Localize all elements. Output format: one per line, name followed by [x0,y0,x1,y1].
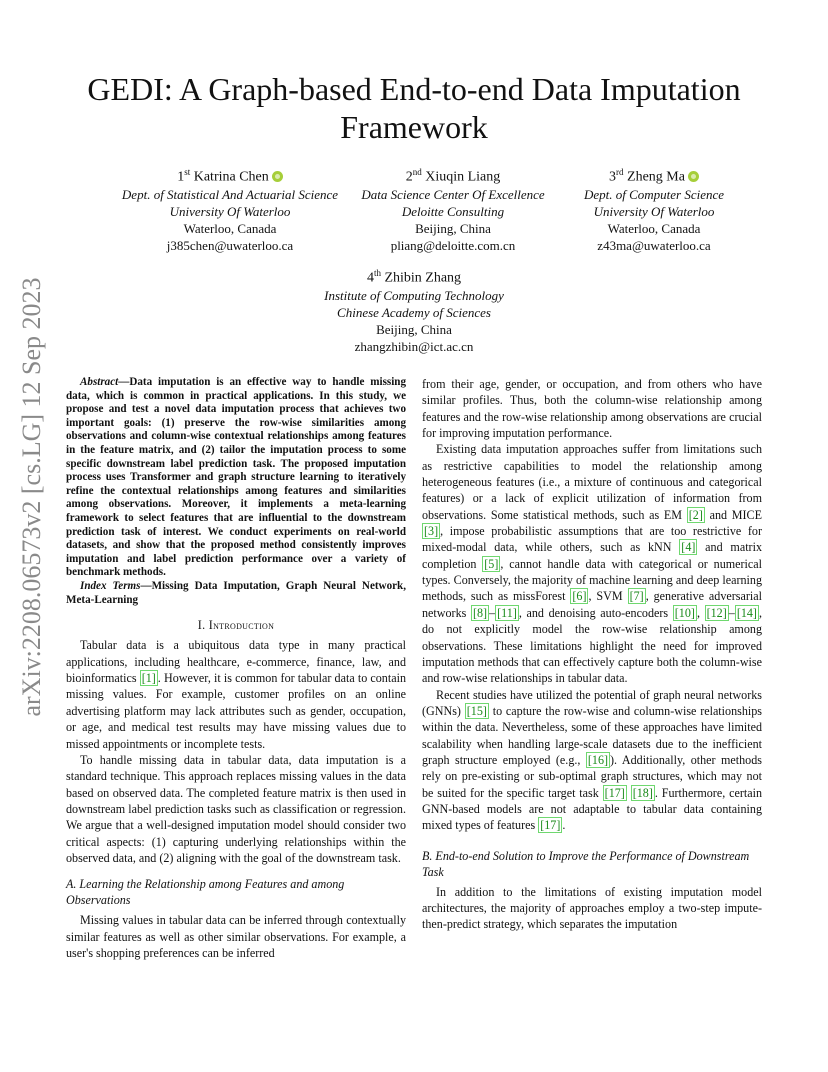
paragraph: To handle missing data in tabular data, data imputation is a standard technique. This approach replaces missing values in the data based on observed data. The completed feature matrix is then used in downstream label prediction tasks such as classification or regression. We argue that a well-designed imputation model should consider two critical aspects: (1) capturing underlying relationships within the observed data, and (2) aligning with the goal of the downstream task. [66,752,406,865]
author-org: Deloitte Consulting [401,203,505,219]
author-block [534,164,774,254]
citation-link[interactable]: [14] [736,605,757,620]
citation-link[interactable]: [2] [688,507,703,522]
author-block [110,164,350,254]
author-location: Beijing, China [415,220,491,236]
paragraph: In addition to the limitations of existing imputation model architectures, the majority of approaches employ a two-step impute-then-predict strategy, which separates the imputation [422,884,762,932]
paragraph: Tabular data is a ubiquitous data type in many practical applications, including healthcare, e-commerce, finance, law, and bioinformatics [1] . However, it is common for tabular data to contain missing values. For example, customer profiles on an online advertising platform may lack attributes such as gender, occupation, or age, and medical test results may have missing values due to missed appointments or incomplete tests. [66,638,406,751]
author-location: Waterloo, Canada [607,220,701,236]
author-org: Chinese Academy of Sciences [337,304,491,320]
author-email: z43ma@uwaterloo.ca [597,237,711,253]
citation-link[interactable]: [11] [497,605,517,620]
index-terms-label: Index Terms [80,579,141,592]
paragraph: Existing data imputation approaches suffer from limitations such as restrictive capabilities to model the relationship among heterogeneous features (i.e., a mixture of continuous and categorical features) or a lack of explicit utilization of information from observations. Some statistical methods, such as EM [2] and MICE [3] , impose probabilistic assumptions that are too restrictive for mixed-modal data, while others, such as kNN [4] and matrix completion [5] , cannot handle data with categorical or numerical types. Conversely, the majority of machine learning and deep learning methods, such as missForest [6] , SVM [7] , generative adversarial networks [8] – [11] , and denoising auto-encoders [10] , [12] – [14] , do not explicitly model the row-wise relationship among observations. These limitations highlight the need for improved imputation methods that can effectively capture both the column-wise and row-wise relationships in tabular data. [422,442,762,686]
citation-link[interactable]: [16] [587,752,609,767]
citation-link[interactable]: [3] [424,524,439,539]
author-block [294,265,534,355]
orcid-icon[interactable] [688,171,699,182]
left-column [66,376,406,961]
citation-link[interactable]: [8] [472,605,488,620]
author-email: pliang@deloitte.com.cn [390,237,516,253]
author-dept: Dept. of Computer Science [583,186,725,202]
author-dept: Dept. of Statistical And Actuarial Science [121,186,339,202]
subsection-heading: A. Learning the Relationship among Features and among Observations [66,877,345,908]
citation-link[interactable]: [1] [141,671,156,686]
paragraph: Missing values in tabular data can be inferred through contextually similar features as well as other similar observations. For example, a user's shopping preferences can be inferred [66,913,406,960]
subsection-heading: B. End-to-end Solution to Improve the Performance of Downstream Task [422,848,750,879]
author-org: University Of Waterloo [593,203,715,219]
author-email: j385chen@uwaterloo.ca [166,237,294,253]
abstract [66,376,406,580]
citation-link[interactable]: [15] [466,703,487,718]
section-heading: I. Introduction [197,618,275,633]
paper-title: GEDI: A Graph-based End-to-end Data Imputation Framework [87,71,741,145]
citation-link[interactable]: [4] [681,540,696,555]
author-email: zhangzhibin@ict.ac.cn [354,338,474,354]
paragraph: Recent studies have utilized the potential of graph neural networks (GNNs) [15] to capture the row-wise and column-wise relationships within the data. Nevertheless, some of these approaches have limited scalability when handling large-scale datasets due to the inefficient graph structure employed (e.g., [16] ). Additionally, other methods rely on pre-existing or sub-optimal graph structures, which may not be suited for the specific target task [17] [18] . Furthermore, certain GNN-based models are not adaptable to tabular data containing mixed types of features [17] . [422,687,762,833]
orcid-icon[interactable] [272,171,283,182]
citation-link[interactable]: [7] [629,589,644,604]
paragraph: from their age, gender, or occupation, and from others who have similar profiles. Thus, both the column-wise relationship among features and the row-wise relationship among observations are crucial for improving imputation performance. [422,377,762,441]
citation-link[interactable]: [18] [632,785,653,800]
citation-link[interactable]: [17] [604,785,625,800]
citation-link[interactable]: [12] [706,605,727,620]
arxiv-identifier: arXiv:2208.06573v2 [cs.LG] 12 Sep 2023 [17,277,46,717]
index-terms-text: —Missing Data Imputation, Graph Neural Network, Meta-Learning [66,579,406,606]
author-name: 2nd Xiuqin Liang [405,167,501,185]
citation-link[interactable]: [17] [540,818,561,833]
author-location: Beijing, China [376,321,452,337]
author-dept: Institute of Computing Technology [324,287,504,303]
right-column [422,376,762,933]
abstract-label: Abstract [80,376,119,388]
author-name: 4th Zhibin Zhang [366,268,462,286]
author-dept: Data Science Center Of Excellence [361,186,545,202]
author-org: University Of Waterloo [169,203,291,219]
author-location: Waterloo, Canada [183,220,277,236]
citation-link[interactable]: [5] [484,556,499,571]
index-terms [66,580,406,607]
citation-link[interactable]: [6] [572,589,587,604]
author-name: 3rd Zheng Ma [534,164,774,186]
abstract-text: —Data imputation is an effective way to handle missing data, which is common in practical applications. In this study, we propose and test a novel data imputation process that achieves two important goals: (1) preserve the row-wise similarities among observations and column-wise contextual relationships among features in the feature matrix, and (2) tailor the imputation process to some specific downstream label prediction task. The proposed imputation process uses Transformer and graph structure learning to iteratively refine the contextual relationships among features and similarities among observations. Moreover, it implements a meta-learning framework to select features that are influential to the downstream prediction task of interest. We conduct experiments on real-world datasets, and show that the proposed method consistently improves imputation and label prediction performance over a variety of benchmark methods. [66,376,406,579]
author-name: 1st Katrina Chen [110,164,350,186]
citation-link[interactable]: [10] [674,605,695,620]
